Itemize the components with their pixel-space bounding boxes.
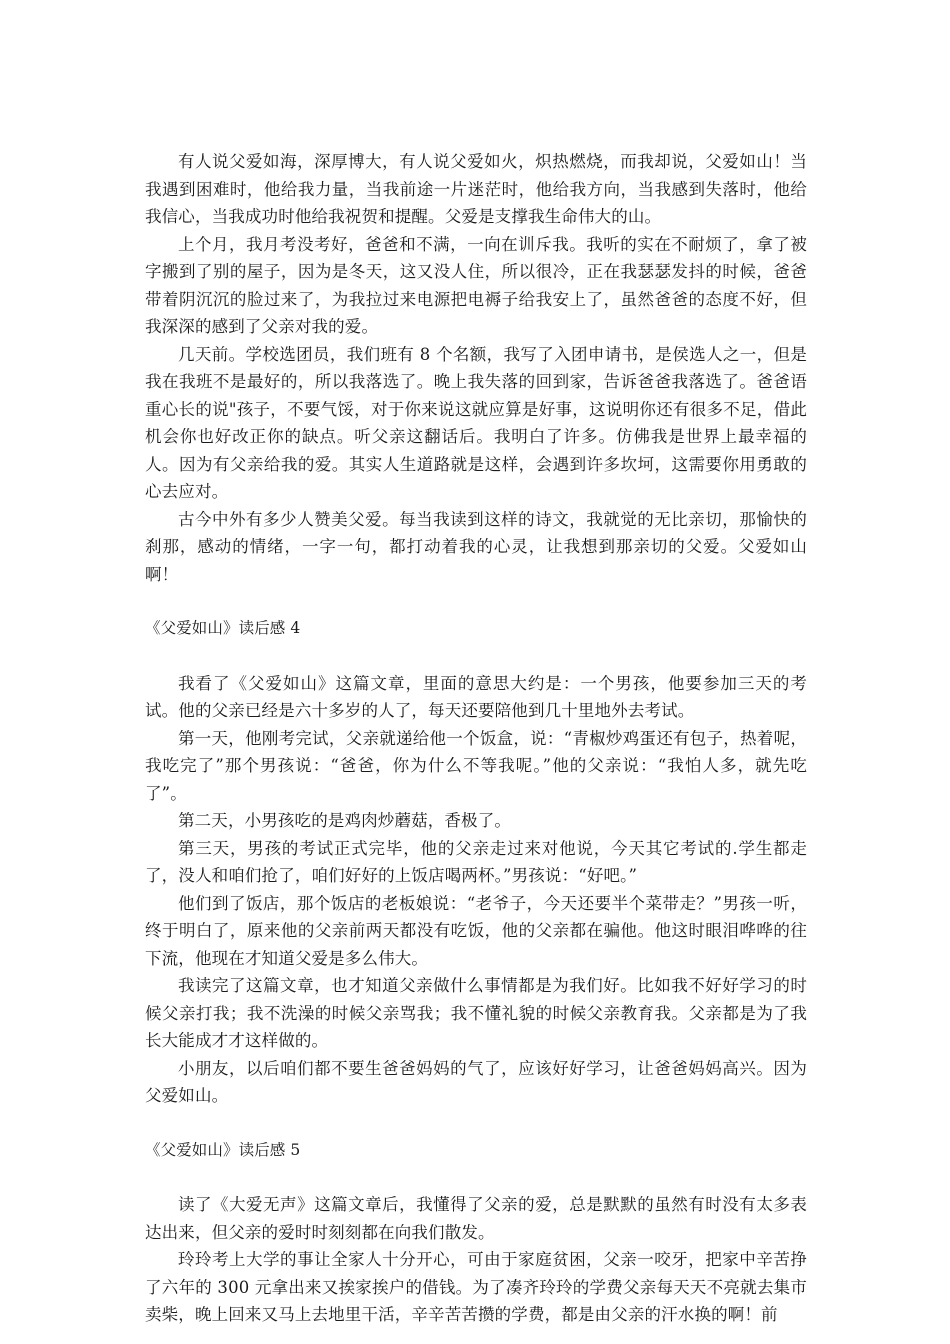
document-body bbox=[145, 148, 807, 1329]
paragraph: 玲玲考上大学的事让全家人十分开心，可由于家庭贫困，父亲一咬牙，把家中辛苦挣了六年的 300 元拿出来又挨家挨户的借钱。为了凑齐玲玲的学费父亲每天天不亮就去集市卖柴，晚上回来又马上去地里干活，辛辛苦苦攒的学费，都是由父亲的汗水换的啊！前 bbox=[145, 1250, 807, 1324]
paragraph: 第二天，小男孩吃的是鸡肉炒蘑菇，香极了。 bbox=[178, 811, 511, 830]
paragraph: 古今中外有多少人赞美父爱。每当我读到这样的诗文，我就觉的无比亲切，那愉快的刹那，感动的情绪，一字一句，都打动着我的心灵，让我想到那亲切的父爱。父爱如山啊！ bbox=[145, 509, 807, 584]
section-essay-3 bbox=[145, 148, 807, 588]
paragraph: 我读完了这篇文章，也才知道父亲做什么事情都是为我们好。比如我不好好学习的时候父亲打我；我不洗澡的时候父亲骂我；我不懂礼貌的时候父亲教育我。父亲都是为了我长大能成才才这样做的。 bbox=[145, 976, 807, 1050]
paragraph: 我看了《父爱如山》这篇文章，里面的意思大约是：一个男孩，他要参加三天的考试。他的父亲已经是六十多岁的人了，每天还要陪他到几十里地外去考试。 bbox=[145, 673, 807, 720]
paragraph: 第三天，男孩的考试正式完毕，他的父亲走过来对他说，今天其它考试的.学生都走了，没人和咱们抢了，咱们好好的上饭店喝两杯。”男孩说：“好吧。” bbox=[145, 838, 807, 885]
paragraph: 他们到了饭店，那个饭店的老板娘说：“老爷子，今天还要半个菜带走？”男孩一听，终于明白了，原来他的父亲前两天都没有吃饭，他的父亲都在骗他。他这时眼泪哗哗的往下流，他现在才知道父爱是多么伟大。 bbox=[145, 893, 807, 968]
spacer bbox=[145, 588, 807, 615]
section-heading-5: 《父爱如山》读后感 5 bbox=[145, 1140, 301, 1159]
spacer bbox=[145, 1164, 807, 1191]
spacer bbox=[145, 643, 807, 670]
paragraph: 几天前。学校选团员，我们班有 8 个名额，我写了入团申请书，是侯选人之一，但是我在我班不是最好的，所以我落选了。晚上我失落的回到家，告诉爸爸我落选了。爸爸语重心长的说"孩子，不要气馁，对于你来说这就应算是好事，这说明你还有很多不足，借此机会你也好改正你的缺点。听父亲这翻话后。我明白了许多。仿佛我是世界上最幸福的人。因为有父亲给我的爱。其实人生道路就是这样，会遇到许多坎坷，这需要你用勇敢的心去应对。 bbox=[145, 344, 807, 501]
paragraph: 上个月，我月考没考好，爸爸和不满，一向在训斥我。我听的实在不耐烦了，拿了被字搬到了别的屋子，因为是冬天，这又没人住，所以很冷，正在我瑟瑟发抖的时候，爸爸带着阴沉沉的脸过来了，为我拉过来电源把电褥子给我安上了，虽然爸爸的态度不好，但我深深的感到了父亲对我的爱。 bbox=[145, 234, 807, 336]
paragraph: 小朋友，以后咱们都不要生爸爸妈妈的气了，应该好好学习，让爸爸妈妈高兴。因为父爱如山。 bbox=[145, 1058, 807, 1105]
section-essay-4 bbox=[145, 670, 807, 1110]
paragraph: 有人说父爱如海，深厚博大，有人说父爱如火，炽热燃烧，而我却说，父爱如山！当我遇到困难时，他给我力量，当我前途一片迷茫时，他给我方向，当我感到失落时，他给我信心，当我成功时他给我祝贺和提醒。父爱是支撑我生命伟大的山。 bbox=[145, 152, 807, 226]
spacer bbox=[145, 1110, 807, 1137]
paragraph: 读了《大爱无声》这篇文章后，我懂得了父亲的爱，总是默默的虽然有时没有太多表达出来，但父亲的爱时时刻刻都在向我们散发。 bbox=[145, 1195, 807, 1242]
section-essay-5 bbox=[145, 1191, 807, 1329]
section-heading-4: 《父爱如山》读后感 4 bbox=[145, 619, 301, 637]
paragraph: 第一天，他刚考完试，父亲就递给他一个饭盒，说：“青椒炒鸡蛋还有包子，热着呢，我吃完了”那个男孩说：“爸爸，你为什么不等我呢。”他的父亲说：“我怕人多，就先吃了”。 bbox=[145, 728, 807, 803]
